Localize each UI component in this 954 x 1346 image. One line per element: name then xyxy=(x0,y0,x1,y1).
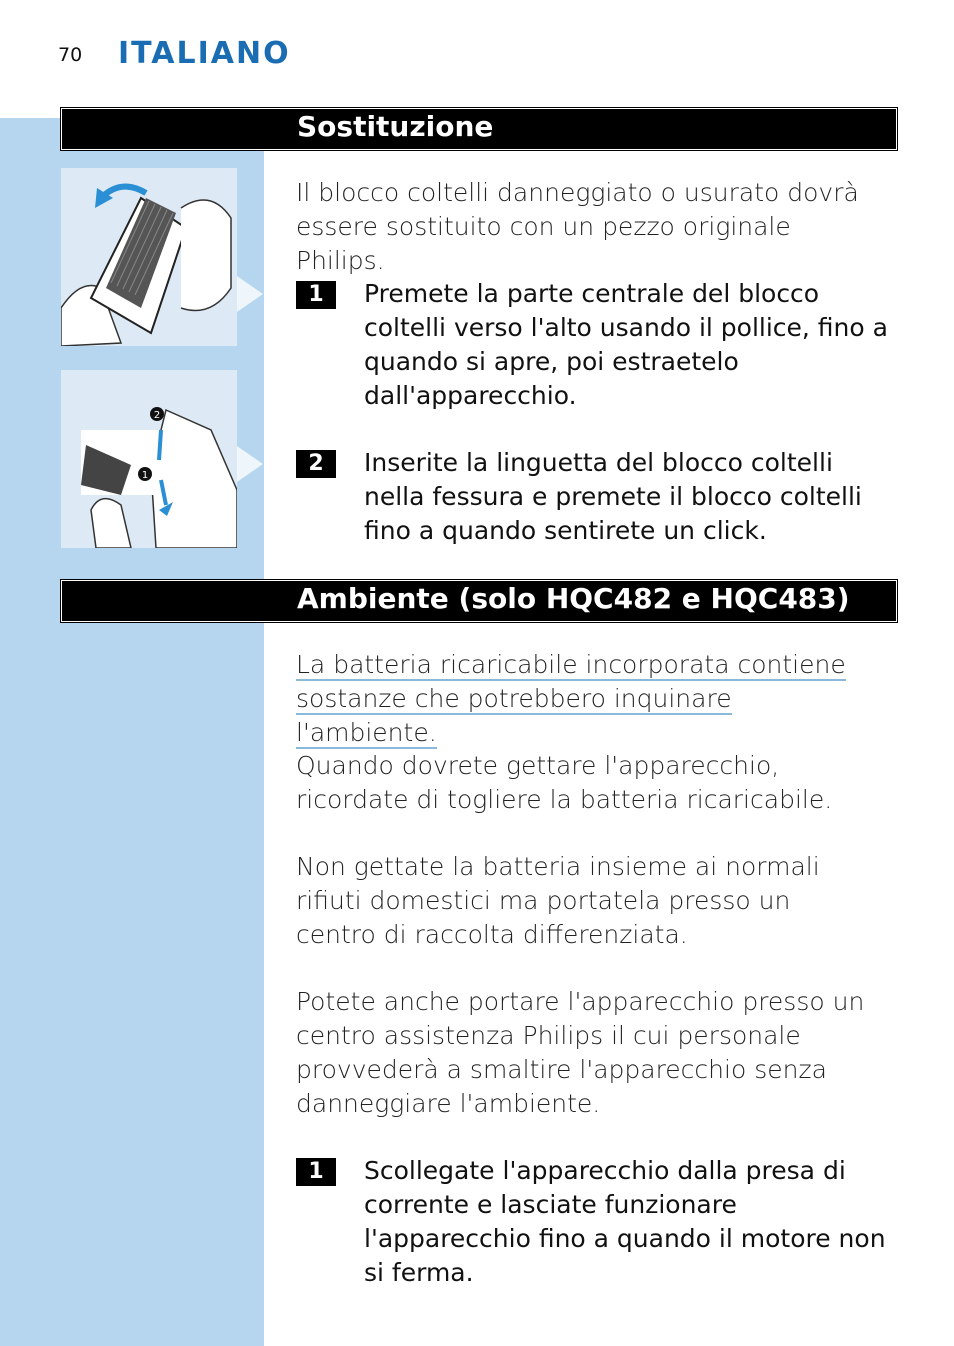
step-text: Scollegate l'apparecchio dalla presa di corrente e lasciate funzionare l'apparecchio fino a quando il motore non si ferma. xyxy=(364,1156,886,1287)
language-heading: ITALIANO xyxy=(118,36,291,71)
section-title: Ambiente (solo HQC482 e HQC483) xyxy=(297,582,850,615)
figure-insert-cutter xyxy=(61,370,237,548)
shaver-insert-illustration xyxy=(61,370,237,548)
page-number: 70 xyxy=(58,44,83,66)
shaver-hand-illustration xyxy=(61,168,237,346)
paragraph: Non gettate la batteria insieme ai normali rifiuti domestici ma portatela presso un centro di raccolta differenziata. xyxy=(296,852,820,949)
step-number: 1 xyxy=(296,1158,336,1186)
section-header-sostituzione xyxy=(61,108,897,150)
figure-pointer xyxy=(237,446,263,482)
linked-paragraph[interactable] xyxy=(296,648,876,750)
paragraph-link-text[interactable]: La batteria ricaricabile incorporata contiene sostanze che potrebbero inquinare l'ambiente. xyxy=(296,650,846,747)
callout-1: 1 xyxy=(141,470,149,481)
figure-pointer xyxy=(237,276,263,312)
paragraph: Potete anche portare l'apparecchio presso un centro assistenza Philips il cui personale provvederà a smaltire l'apparecchio senza danneggiare l'ambiente. xyxy=(296,987,865,1118)
paragraph: Il blocco coltelli danneggiato o usurato dovrà essere sostituito con un pezzo originale Philips. xyxy=(296,178,859,275)
step-number: 1 xyxy=(296,281,336,309)
section-title: Sostituzione xyxy=(297,110,494,143)
step-text: Inserite la linguetta del blocco coltelli nella fessura e premete il blocco coltelli fino a quando sentirete un click. xyxy=(364,448,862,545)
step-text: Premete la parte centrale del blocco coltelli verso l'alto usando il pollice, fino a quando si apre, poi estraetelo dall'apparecchio. xyxy=(364,279,888,410)
paragraph: Quando dovrete gettare l'apparecchio, ricordate di togliere la batteria ricaricabile. xyxy=(296,751,833,814)
step-number: 2 xyxy=(296,450,336,478)
section-header-ambiente xyxy=(61,580,897,622)
figure-remove-cutter xyxy=(61,168,237,346)
callout-2: 2 xyxy=(153,410,161,421)
